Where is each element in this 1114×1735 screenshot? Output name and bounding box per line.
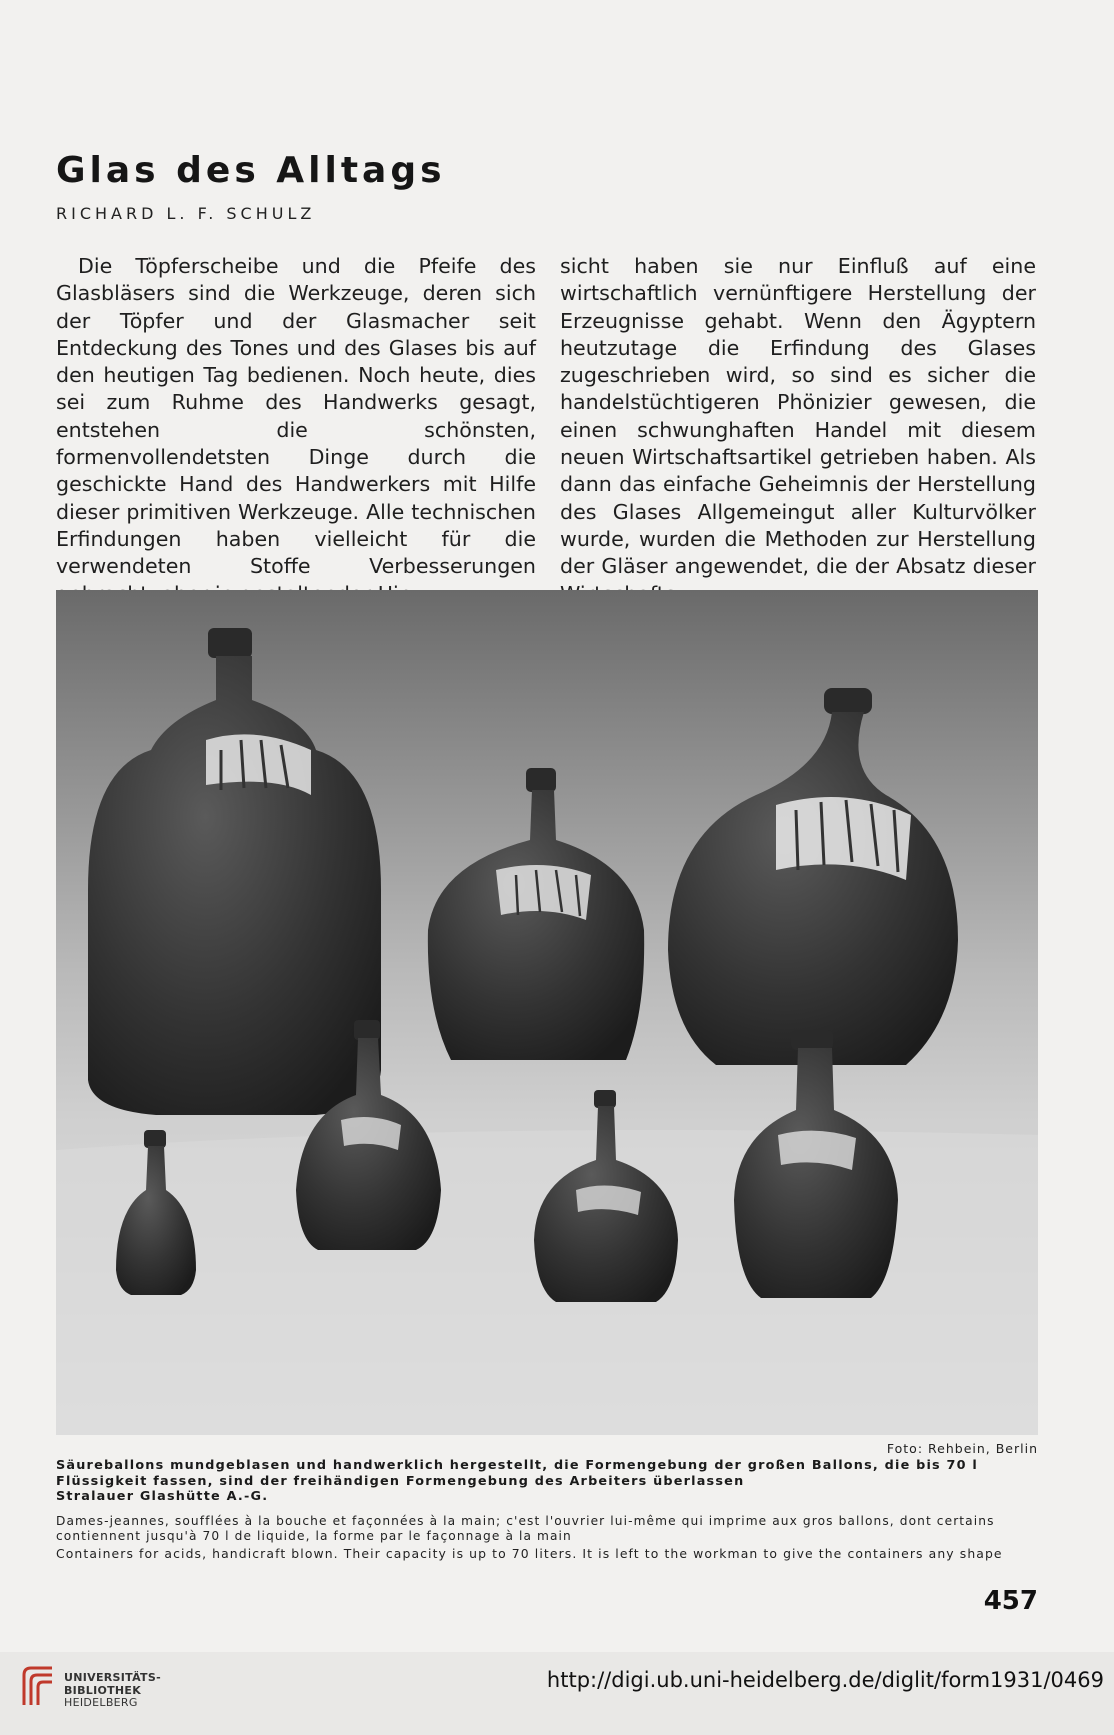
caption-german-text: Säureballons mundgeblasen und handwerklich hergestellt, die Formengebung der großen Ballons, die bis 70 l Flüssigkeit fassen, sind der freihändigen Formengebung des Arbeiters überlassen	[56, 1458, 978, 1489]
library-name-line1: UNIVERSITÄTS-	[64, 1671, 161, 1684]
library-name	[64, 1672, 161, 1710]
page-number: 457	[983, 1586, 1038, 1616]
viewer-footer	[0, 1652, 1114, 1735]
bottles-photograph	[56, 590, 1038, 1435]
photo-credit: Foto: Rehbein, Berlin	[886, 1441, 1038, 1456]
library-name-line2: BIBLIOTHEK	[64, 1683, 142, 1697]
article-author: RICHARD L. F. SCHULZ	[56, 204, 316, 223]
right-column-text: sicht haben sie nur Einfluß auf eine wirtschaftlich vernünftigere Herstellung der Erzeugnisse gehabt. Wenn den Ägyptern heutzutage die Erfindung des Glases zugeschrieben wird, so sind es sicher die handelstüchtigeren Phönizier gewesen, die einen schwunghaften Handel mit diesem neuen Wirtschaftsartikel getrieben haben. Als dann das einfache Geheimnis der Herstellung des Glases Allgemeingut aller Kulturvölker wurde, wurden die Methoden zur Herstellung der Gläser angewendet, die der Absatz dieser	[560, 254, 1036, 579]
library-logo-icon[interactable]	[20, 1665, 56, 1707]
library-name-line3: HEIDELBERG	[64, 1696, 138, 1709]
caption-english: Containers for acids, handicraft blown. Their capacity is up to 70 liters. It is left to the workman to give the containers any shape	[56, 1546, 1003, 1561]
caption-maker: Stralauer Glashütte A.-G.	[56, 1489, 269, 1504]
text-column-left	[56, 253, 536, 608]
caption-french: Dames-jeannes, soufflées à la bouche et façonnées à la main; c'est l'ouvrier lui-même qui imprime aux gros ballons, dont certains contiennent jusqu'à 70 l de liquide, la forme par le façonnage à la main	[56, 1514, 995, 1543]
left-column-text: Die Töpferscheibe und die Pfeife des Glasbläsers sind die Werkzeuge, deren sich der Töpfer und der Glasmacher seit Entdeckung des Tones und des Glases bis auf den heutigen Tag bedienen. Noch heute, dies sei zum Ruhme des Handwerks gesagt, entstehen die schönsten, formenvollendetsten Dinge durch die geschickte Hand des Handwerkers mit Hilfe dieser primitiven Werkzeuge. Alle technischen Erfindungen haben vielleicht für die verwendeten Stoffe Verbesserungen	[56, 254, 536, 579]
text-column-right	[560, 253, 1036, 608]
caption-german	[56, 1458, 1038, 1505]
permalink-url[interactable]: http://digi.ub.uni-heidelberg.de/diglit/form1931/0469	[546, 1668, 1104, 1692]
article-title: Glas des Alltags	[56, 150, 446, 191]
